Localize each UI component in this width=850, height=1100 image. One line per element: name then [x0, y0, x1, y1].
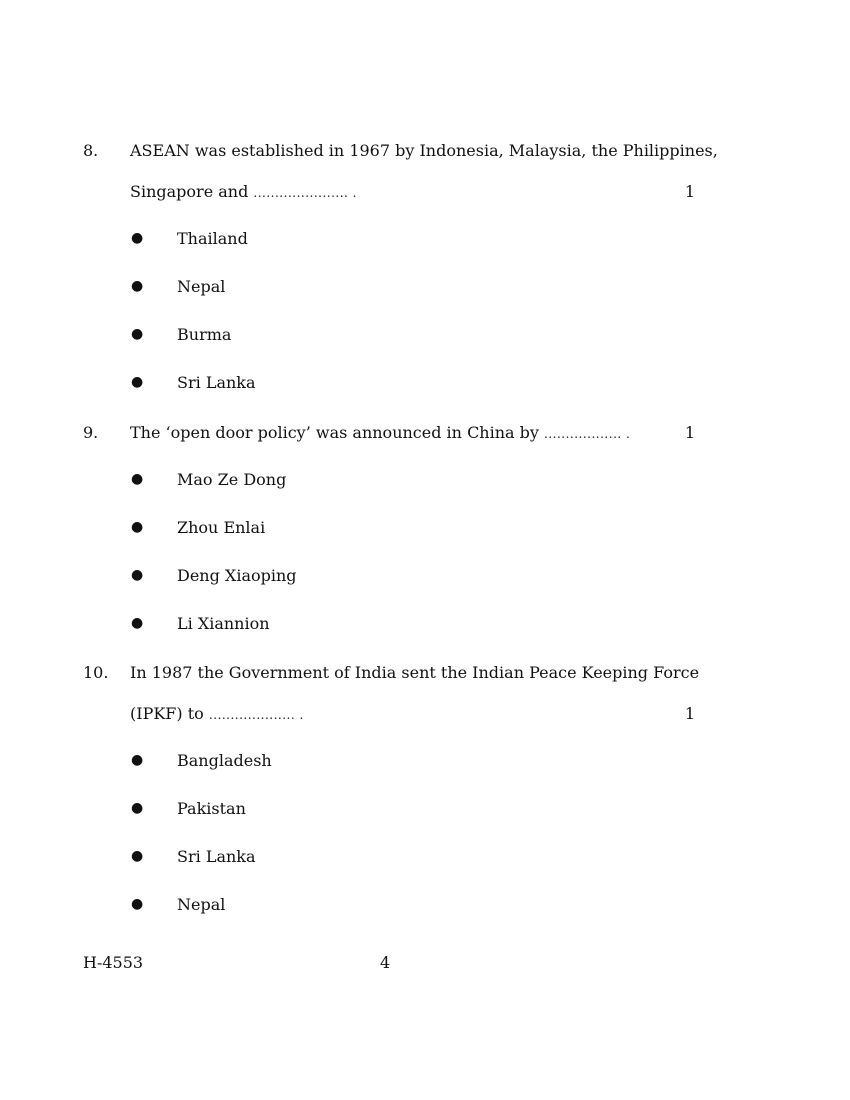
- question-10-option-3: Sri Lanka: [177, 847, 256, 866]
- question-8-option-2: Nepal: [177, 277, 226, 296]
- page-number: 4: [380, 953, 391, 972]
- question-10-number: 10.: [83, 663, 109, 682]
- bullet-icon: ●: [131, 848, 144, 864]
- question-9-option-2: Zhou Enlai: [177, 518, 266, 537]
- question-8-text-line1: ASEAN was established in 1967 by Indonesia, Malaysia, the Philippines,: [130, 141, 718, 160]
- question-10-blank: .................... .: [208, 708, 304, 722]
- question-9-marks: 1: [684, 423, 695, 442]
- question-10-option-2: Pakistan: [177, 799, 246, 818]
- question-9-option-4: Li Xiannion: [177, 614, 270, 633]
- question-9-blank: .................. .: [544, 427, 631, 441]
- question-10-marks: 1: [684, 704, 695, 723]
- question-9-number: 9.: [83, 423, 99, 442]
- bullet-icon: ●: [131, 471, 144, 487]
- question-8-option-4: Sri Lanka: [177, 373, 256, 392]
- question-8-blank: ...................... .: [253, 186, 357, 200]
- question-10-text-line1: In 1987 the Government of India sent the Indian Peace Keeping Force: [130, 663, 700, 682]
- question-8-marks: 1: [684, 182, 695, 201]
- question-8-text-line2: [130, 182, 357, 201]
- bullet-icon: ●: [131, 752, 144, 768]
- bullet-icon: ●: [131, 230, 144, 246]
- question-9-text-line1: [130, 423, 630, 442]
- question-9-option-1: Mao Ze Dong: [177, 470, 287, 489]
- question-8-option-3: Burma: [177, 325, 232, 344]
- question-10-option-4: Nepal: [177, 895, 226, 914]
- bullet-icon: ●: [131, 278, 144, 294]
- question-10-option-1: Bangladesh: [177, 751, 272, 770]
- question-9-stem: The ‘open door policy’ was announced in China by: [130, 423, 539, 442]
- question-9-option-3: Deng Xiaoping: [177, 566, 297, 585]
- question-10-stem-end: (IPKF) to: [130, 704, 204, 723]
- bullet-icon: ●: [131, 519, 144, 535]
- bullet-icon: ●: [131, 615, 144, 631]
- question-8-option-1: Thailand: [177, 229, 248, 248]
- bullet-icon: ●: [131, 896, 144, 912]
- bullet-icon: ●: [131, 800, 144, 816]
- paper-code: H-4553: [83, 953, 144, 972]
- bullet-icon: ●: [131, 567, 144, 583]
- question-8-number: 8.: [83, 141, 99, 160]
- question-8-stem-end: Singapore and: [130, 182, 249, 201]
- bullet-icon: ●: [131, 326, 144, 342]
- question-10-text-line2: [130, 704, 304, 723]
- bullet-icon: ●: [131, 374, 144, 390]
